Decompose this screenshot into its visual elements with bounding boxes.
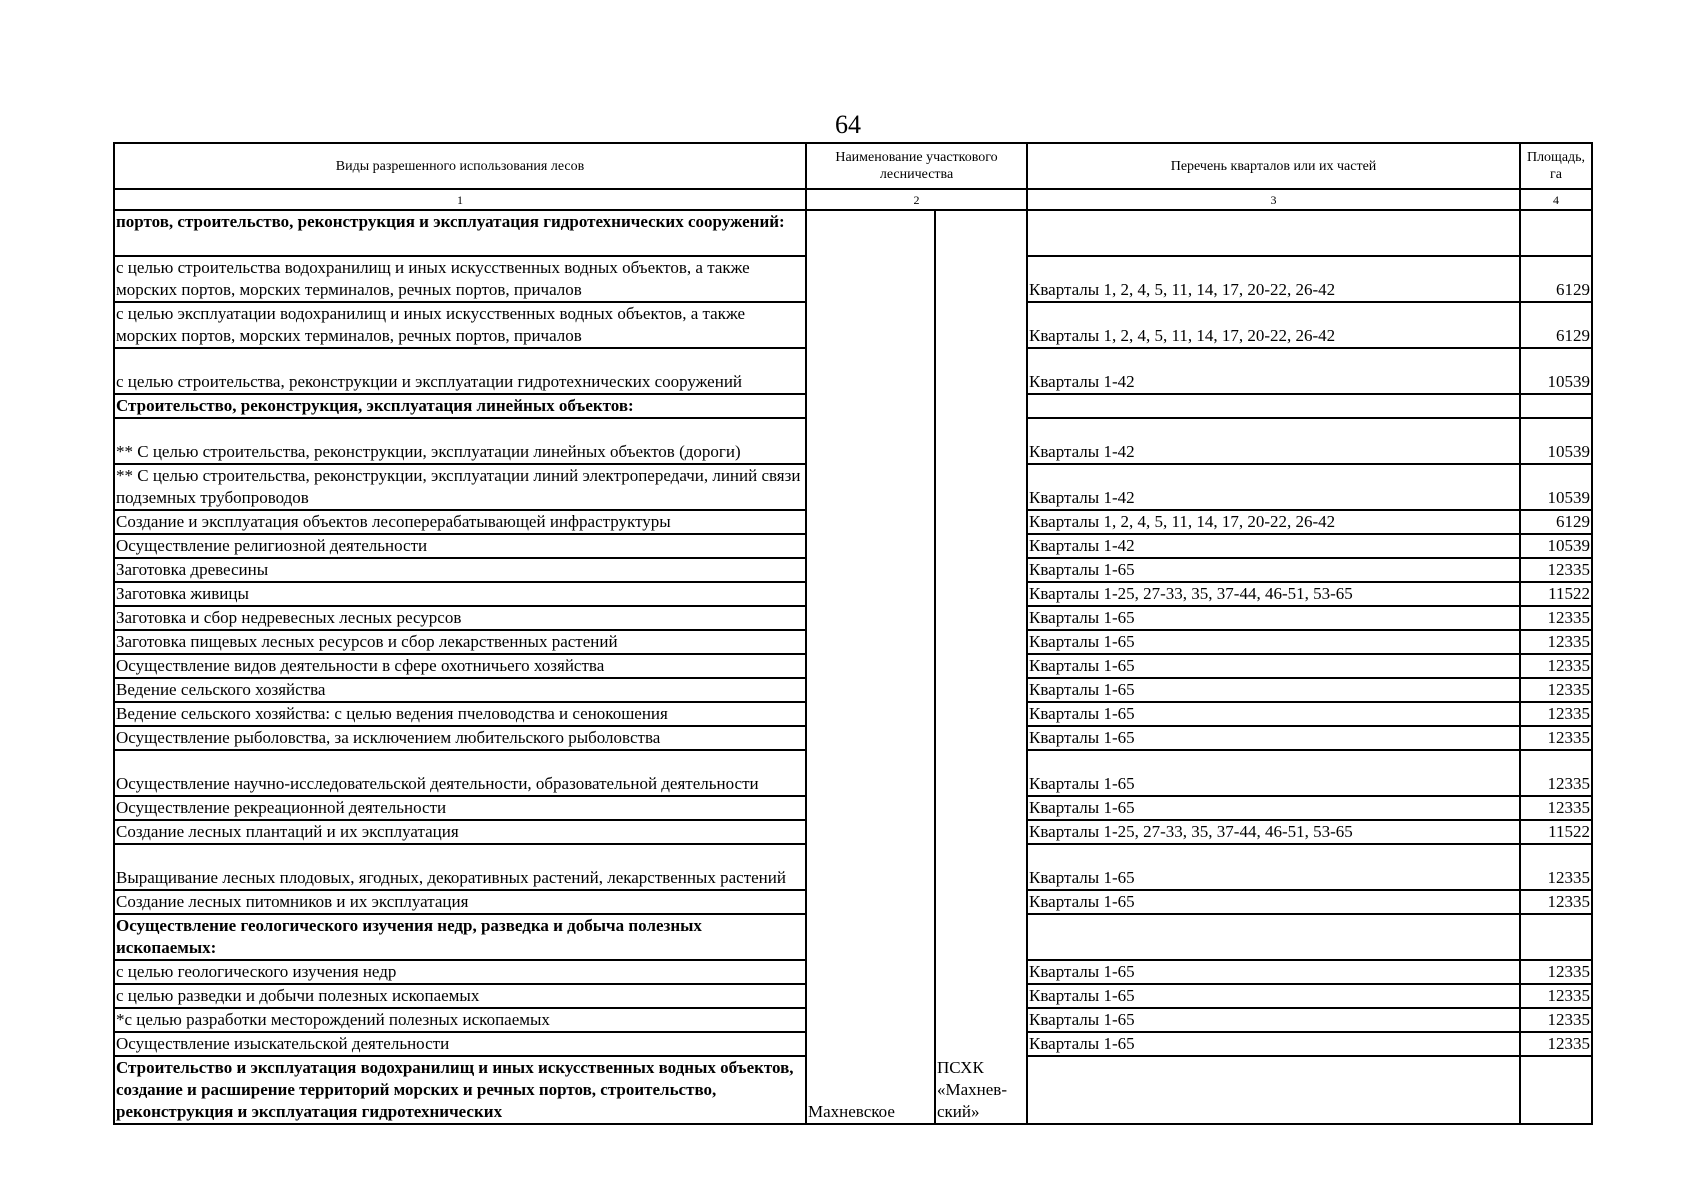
quarters-cell: Кварталы 1-65 xyxy=(1027,630,1520,654)
column-number: 4 xyxy=(1520,189,1592,210)
quarters-cell: Кварталы 1, 2, 4, 5, 11, 14, 17, 20-22, 26-42 xyxy=(1027,302,1520,348)
quarters-cell: Кварталы 1-65 xyxy=(1027,702,1520,726)
area-cell: 12335 xyxy=(1520,678,1592,702)
permitted-use-cell: с целью строительства, реконструкции и эксплуатации гидротехнических сооружений xyxy=(114,348,806,394)
permitted-use-cell: Осуществление религиозной деятельности xyxy=(114,534,806,558)
header-district: Наименование участкового лесничества xyxy=(806,143,1027,189)
quarters-cell xyxy=(1027,1056,1520,1124)
permitted-use-cell: Осуществление рыболовства, за исключением любительского рыболовства xyxy=(114,726,806,750)
quarters-cell: Кварталы 1-65 xyxy=(1027,606,1520,630)
column-number: 3 xyxy=(1027,189,1520,210)
area-cell: 12335 xyxy=(1520,1032,1592,1056)
quarters-cell: Кварталы 1-65 xyxy=(1027,726,1520,750)
quarters-cell xyxy=(1027,394,1520,418)
forest-use-table xyxy=(113,142,1593,1125)
area-cell: 12335 xyxy=(1520,750,1592,796)
quarters-cell: Кварталы 1-65 xyxy=(1027,654,1520,678)
branch-name-cell: ПСХК «Махнев-ский» xyxy=(935,210,1027,1124)
area-cell xyxy=(1520,914,1592,960)
permitted-use-cell: с целью геологического изучения недр xyxy=(114,960,806,984)
quarters-cell: Кварталы 1-65 xyxy=(1027,960,1520,984)
area-cell: 10539 xyxy=(1520,418,1592,464)
area-cell xyxy=(1520,394,1592,418)
area-cell: 10539 xyxy=(1520,534,1592,558)
section-heading-cell: Строительство, реконструкция, эксплуатация линейных объектов: xyxy=(114,394,806,418)
permitted-use-cell: ** С целью строительства, реконструкции, эксплуатации линейных объектов (дороги) xyxy=(114,418,806,464)
table-body xyxy=(114,210,1592,1124)
quarters-cell: Кварталы 1-25, 27-33, 35, 37-44, 46-51, 53-65 xyxy=(1027,582,1520,606)
section-heading-cell: портов, строительство, реконструкция и эксплуатация гидротехнических сооружений: xyxy=(114,210,806,256)
header-permitted-use: Виды разрешенного использования лесов xyxy=(114,143,806,189)
area-cell: 12335 xyxy=(1520,654,1592,678)
permitted-use-cell: *с целью разработки месторождений полезных ископаемых xyxy=(114,1008,806,1032)
quarters-cell: Кварталы 1-65 xyxy=(1027,844,1520,890)
area-cell: 6129 xyxy=(1520,256,1592,302)
quarters-cell: Кварталы 1-25, 27-33, 35, 37-44, 46-51, 53-65 xyxy=(1027,820,1520,844)
table-header-row xyxy=(114,143,1592,189)
permitted-use-cell: Осуществление рекреационной деятельности xyxy=(114,796,806,820)
column-number-row xyxy=(114,189,1592,210)
permitted-use-cell: с целью разведки и добычи полезных ископаемых xyxy=(114,984,806,1008)
area-cell: 12335 xyxy=(1520,984,1592,1008)
column-number: 1 xyxy=(114,189,806,210)
quarters-cell xyxy=(1027,210,1520,256)
area-cell: 12335 xyxy=(1520,558,1592,582)
area-cell: 12335 xyxy=(1520,702,1592,726)
quarters-cell: Кварталы 1-65 xyxy=(1027,678,1520,702)
quarters-cell: Кварталы 1-65 xyxy=(1027,984,1520,1008)
area-cell: 12335 xyxy=(1520,796,1592,820)
district-name-cell: Махневское xyxy=(806,210,935,1124)
column-number: 2 xyxy=(806,189,1027,210)
area-cell: 10539 xyxy=(1520,348,1592,394)
permitted-use-cell: Заготовка и сбор недревесных лесных ресурсов xyxy=(114,606,806,630)
area-cell: 10539 xyxy=(1520,464,1592,510)
permitted-use-cell: Создание лесных плантаций и их эксплуатация xyxy=(114,820,806,844)
header-quarters: Перечень кварталов или их частей xyxy=(1027,143,1520,189)
permitted-use-cell: Ведение сельского хозяйства xyxy=(114,678,806,702)
permitted-use-cell: Заготовка живицы xyxy=(114,582,806,606)
permitted-use-cell: Осуществление научно-исследовательской деятельности, образовательной деятельности xyxy=(114,750,806,796)
area-cell: 6129 xyxy=(1520,510,1592,534)
quarters-cell: Кварталы 1-42 xyxy=(1027,464,1520,510)
quarters-cell xyxy=(1027,914,1520,960)
quarters-cell: Кварталы 1-65 xyxy=(1027,1032,1520,1056)
quarters-cell: Кварталы 1, 2, 4, 5, 11, 14, 17, 20-22, 26-42 xyxy=(1027,256,1520,302)
quarters-cell: Кварталы 1, 2, 4, 5, 11, 14, 17, 20-22, 26-42 xyxy=(1027,510,1520,534)
area-cell: 12335 xyxy=(1520,844,1592,890)
permitted-use-cell: ** С целью строительства, реконструкции, эксплуатации линий электропередачи, линий связи подземных трубопроводов xyxy=(114,464,806,510)
section-heading-cell: Строительство и эксплуатация водохранилищ и иных искусственных водных объектов, создание и расширение территорий морских и речных портов, строительство, реконструкция и эксплуатация гидротехнических xyxy=(114,1056,806,1124)
area-cell: 6129 xyxy=(1520,302,1592,348)
permitted-use-cell: Заготовка пищевых лесных ресурсов и сбор лекарственных растений xyxy=(114,630,806,654)
permitted-use-cell: с целью эксплуатации водохранилищ и иных искусственных водных объектов, а также морских портов, морских терминалов, речных портов, причалов xyxy=(114,302,806,348)
area-cell: 11522 xyxy=(1520,582,1592,606)
permitted-use-cell: Создание лесных питомников и их эксплуатация xyxy=(114,890,806,914)
area-cell xyxy=(1520,1056,1592,1124)
area-cell: 12335 xyxy=(1520,890,1592,914)
table-row xyxy=(114,210,1592,256)
area-cell: 12335 xyxy=(1520,726,1592,750)
permitted-use-cell: Ведение сельского хозяйства: с целью ведения пчеловодства и сенокошения xyxy=(114,702,806,726)
area-cell: 12335 xyxy=(1520,960,1592,984)
area-cell xyxy=(1520,210,1592,256)
quarters-cell: Кварталы 1-65 xyxy=(1027,750,1520,796)
area-cell: 12335 xyxy=(1520,630,1592,654)
quarters-cell: Кварталы 1-65 xyxy=(1027,1008,1520,1032)
area-cell: 11522 xyxy=(1520,820,1592,844)
page-number: 64 xyxy=(835,110,861,139)
quarters-cell: Кварталы 1-42 xyxy=(1027,348,1520,394)
quarters-cell: Кварталы 1-65 xyxy=(1027,558,1520,582)
quarters-cell: Кварталы 1-65 xyxy=(1027,890,1520,914)
permitted-use-cell: Заготовка древесины xyxy=(114,558,806,582)
header-area: Площадь, га xyxy=(1520,143,1592,189)
area-cell: 12335 xyxy=(1520,606,1592,630)
quarters-cell: Кварталы 1-42 xyxy=(1027,534,1520,558)
quarters-cell: Кварталы 1-42 xyxy=(1027,418,1520,464)
quarters-cell: Кварталы 1-65 xyxy=(1027,796,1520,820)
section-heading-cell: Осуществление геологического изучения недр, разведка и добыча полезных ископаемых: xyxy=(114,914,806,960)
permitted-use-cell: с целью строительства водохранилищ и иных искусственных водных объектов, а также морских портов, морских терминалов, речных портов, причалов xyxy=(114,256,806,302)
area-cell: 12335 xyxy=(1520,1008,1592,1032)
permitted-use-cell: Осуществление изыскательской деятельности xyxy=(114,1032,806,1056)
permitted-use-cell: Создание и эксплуатация объектов лесоперерабатывающей инфраструктуры xyxy=(114,510,806,534)
permitted-use-cell: Выращивание лесных плодовых, ягодных, декоративных растений, лекарственных растений xyxy=(114,844,806,890)
permitted-use-cell: Осуществление видов деятельности в сфере охотничьего хозяйства xyxy=(114,654,806,678)
